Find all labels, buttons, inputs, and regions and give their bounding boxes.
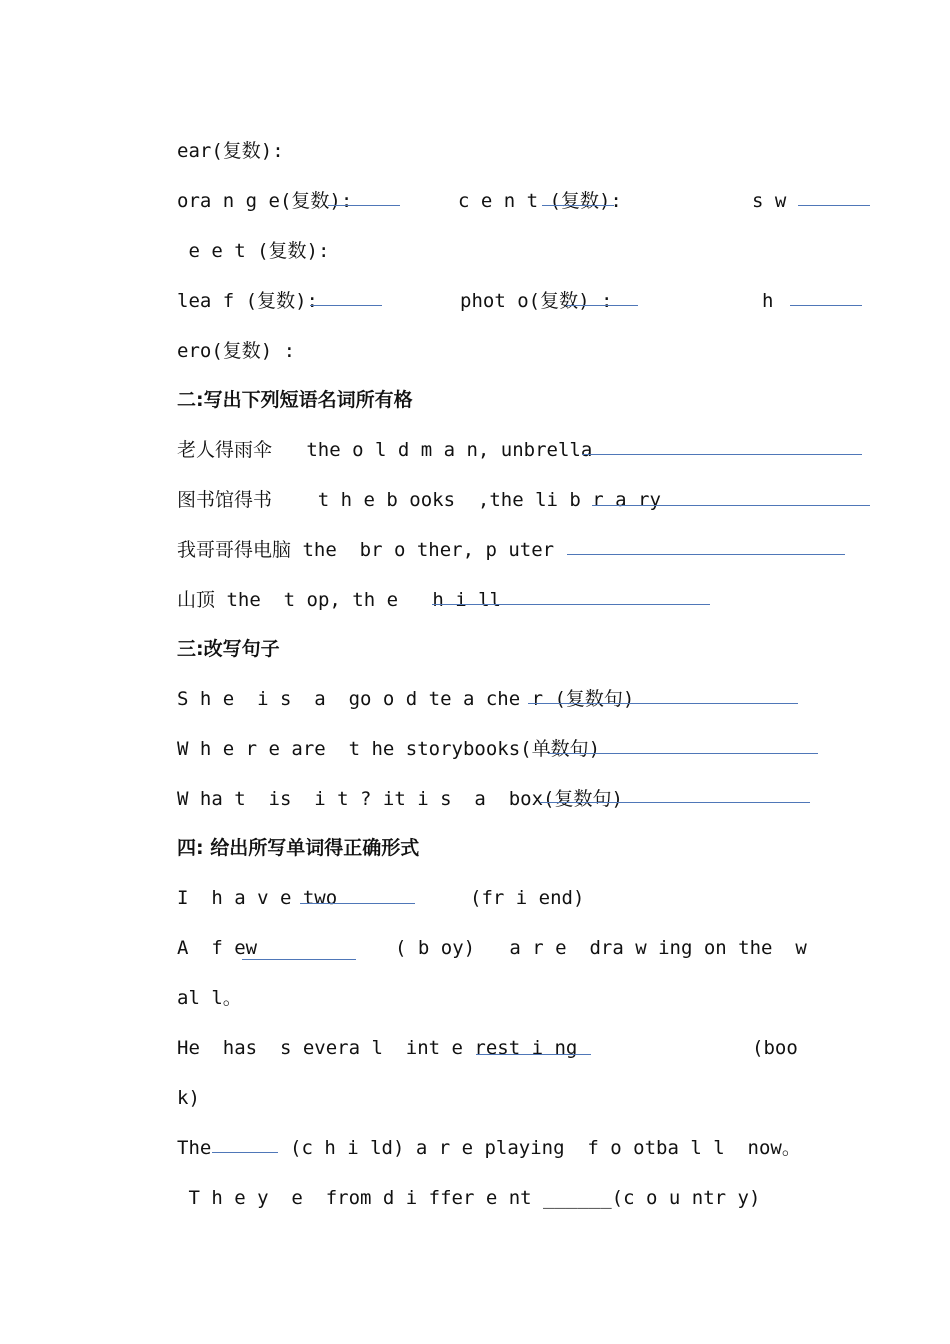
- answer-blank[interactable]: [798, 205, 870, 206]
- plural-orange: ora n g e(复数):: [177, 190, 353, 212]
- answer-blank[interactable]: [212, 1152, 278, 1153]
- possessive-item: 我哥哥得电脑 the br o ther, p uter: [177, 539, 555, 561]
- plural-cent: c e n t (复数):: [458, 190, 622, 212]
- section-title: 三:改写句子: [177, 638, 280, 660]
- plural-hero-part2: ero(复数) :: [177, 340, 296, 362]
- answer-blank[interactable]: [540, 802, 810, 803]
- form-item: He has s evera l int e rest i ng: [177, 1037, 578, 1059]
- rewrite-item: S h e i s a go o d te a che r (复数句): [177, 688, 635, 710]
- answer-blank[interactable]: [328, 205, 400, 206]
- form-hint: k): [177, 1087, 200, 1109]
- answer-blank[interactable]: [242, 959, 356, 960]
- answer-blank[interactable]: [548, 753, 818, 754]
- answer-blank[interactable]: [790, 305, 862, 306]
- possessive-item: 图书馆得书 t h e b ooks ,the li b r a ry: [177, 489, 661, 511]
- form-item: The: [177, 1137, 212, 1159]
- answer-blank[interactable]: [566, 305, 638, 306]
- answer-blank[interactable]: [300, 903, 415, 904]
- answer-blank[interactable]: [567, 554, 845, 555]
- form-hint: (boo: [752, 1037, 798, 1059]
- possessive-item: 老人得雨伞 the o l d m a n, unbrella: [177, 439, 593, 461]
- form-hint: (fr i end): [470, 887, 585, 909]
- form-item: I h a v e two: [177, 887, 338, 909]
- plural-ear: ear(复数):: [177, 140, 284, 162]
- answer-blank[interactable]: [476, 1054, 591, 1055]
- answer-blank[interactable]: [592, 505, 870, 506]
- plural-photo: phot o(复数) :: [460, 290, 613, 312]
- form-item: A f ew: [177, 937, 258, 959]
- answer-blank[interactable]: [432, 604, 710, 605]
- plural-sweet-part1: s w: [752, 190, 787, 212]
- section-title: 二:写出下列短语名词所有格: [177, 389, 413, 411]
- answer-blank[interactable]: [582, 454, 862, 455]
- form-item: ( b oy) a r e dra w ing on the w: [395, 937, 807, 959]
- plural-hero-part1: h: [762, 290, 774, 312]
- form-item: al l。: [177, 987, 242, 1009]
- form-item: T h e y e from d i ffer e nt ______(c o u ntr y): [177, 1187, 761, 1209]
- possessive-item: 山顶 the t op, th e h i ll: [177, 589, 501, 611]
- answer-blank[interactable]: [542, 205, 614, 206]
- section-title: 四: 给出所写单词得正确形式: [177, 837, 420, 859]
- answer-blank[interactable]: [528, 703, 798, 704]
- rewrite-item: W h e r e are t he storybooks(单数句): [177, 738, 601, 760]
- answer-blank[interactable]: [310, 305, 382, 306]
- form-item: (c h i ld) a r e playing f o otba l l now。: [290, 1137, 801, 1159]
- plural-sweet-part2: e e t (复数):: [177, 240, 330, 262]
- rewrite-item: W ha t is i t ? it i s a box(复数句): [177, 788, 623, 810]
- plural-leaf: lea f (复数):: [177, 290, 318, 312]
